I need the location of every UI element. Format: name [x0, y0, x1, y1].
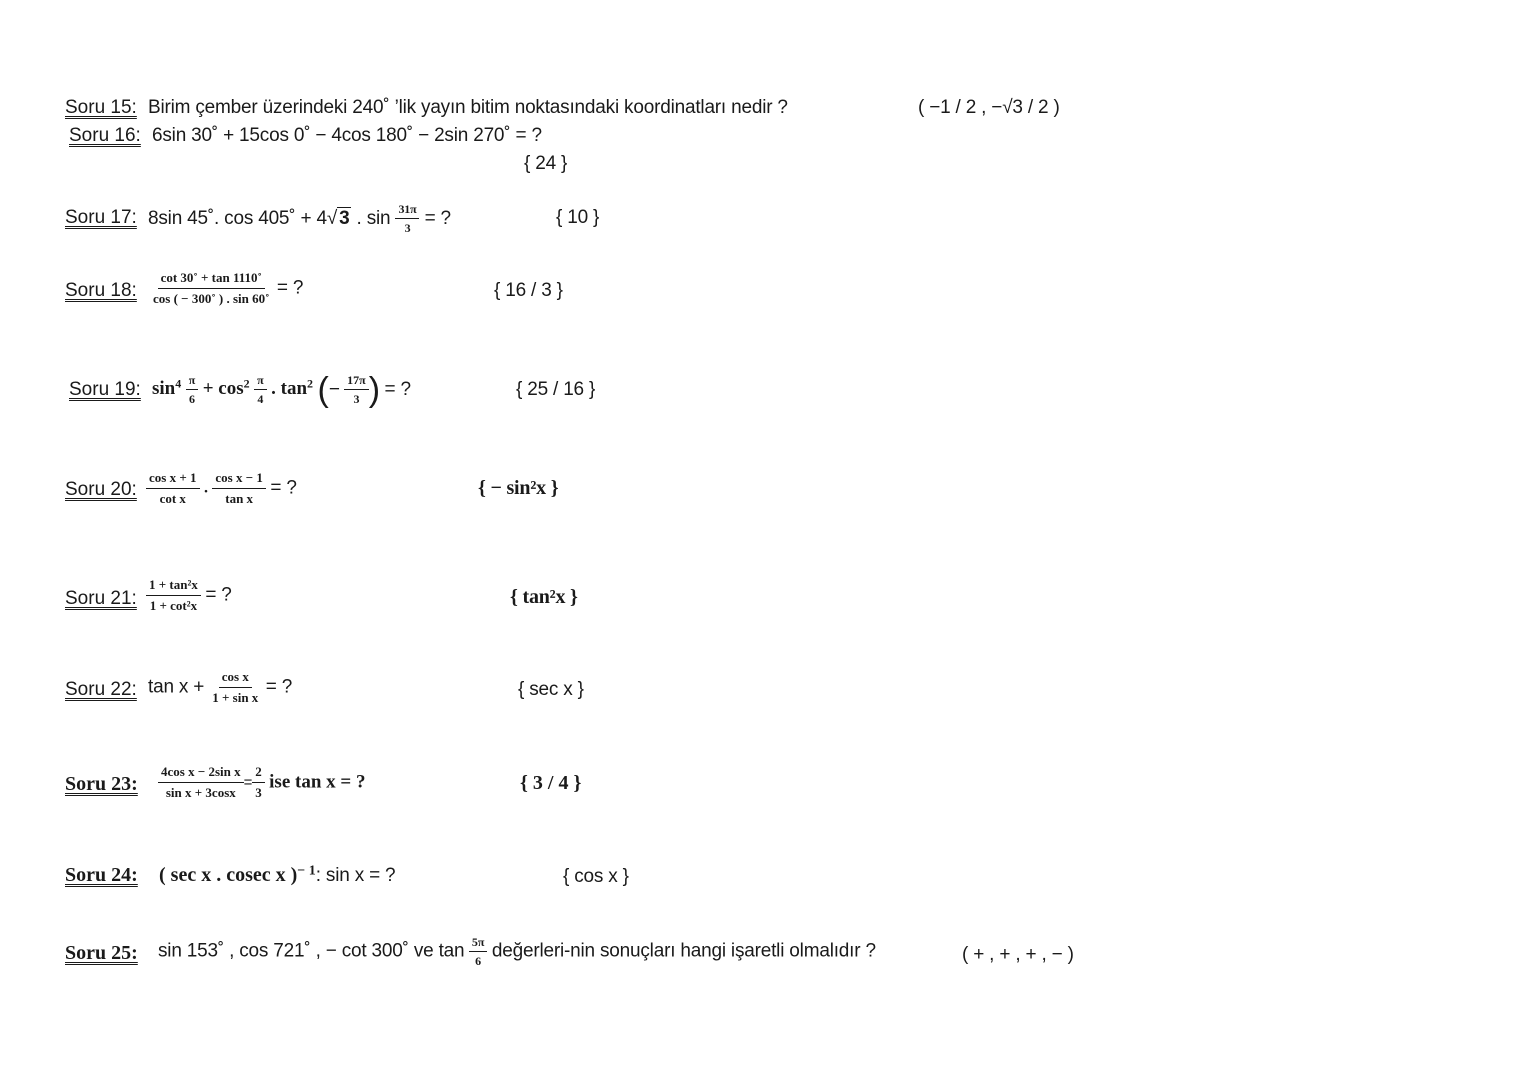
answer: { 24 } — [524, 153, 568, 174]
denominator: cot x — [159, 491, 186, 506]
denominator: 3 — [255, 785, 262, 800]
expression-part: : sin x = ? — [315, 865, 396, 886]
numerator: cos x − 1 — [212, 470, 266, 489]
denominator: 6 — [475, 954, 482, 968]
expression-part: 8sin 45˚. cos 405˚ + 4 — [148, 208, 327, 229]
denominator: cos ( − 300˚ ) . sin 60˚ — [153, 291, 270, 306]
question-label: Soru 18: — [65, 280, 137, 301]
numerator: π — [186, 373, 199, 390]
question-label: Soru 23: — [65, 773, 138, 795]
sqrt-icon: √ 3 — [326, 208, 350, 229]
minus-sign: − — [328, 378, 340, 400]
denominator: sin x + 3cosx — [165, 785, 236, 800]
question-text: 6sin 30˚ + 15cos 0˚ − 4cos 180˚ − 2sin 270˚ = ? — [152, 125, 542, 146]
fraction — [209, 669, 261, 706]
answer: { tan²x } — [510, 586, 578, 608]
expression-part: + cos — [202, 378, 244, 399]
question-text — [146, 577, 232, 614]
question-text — [146, 470, 297, 507]
expression-part: ( sec x . cosec x ) — [159, 864, 298, 886]
expression-part: . tan — [271, 378, 308, 399]
question-label: Soru 22: — [65, 679, 137, 700]
question-label: Soru 21: — [65, 588, 137, 609]
question-text — [148, 669, 292, 706]
expression-part: değerleri-nin sonuçları hangi işaretli olmalıdır ? — [491, 940, 876, 962]
question-text — [150, 270, 303, 307]
exponent: 4 — [175, 376, 182, 391]
answer: { − sin²x } — [478, 477, 559, 499]
expression-part: sin — [152, 378, 176, 399]
question-label: Soru 20: — [65, 479, 137, 500]
question-text: Birim çember üzerindeki 240˚ ’lik yayın bitim noktasındaki koordinatları nedir ? — [148, 97, 788, 118]
denominator: 1 + cot²x — [149, 598, 198, 613]
answer: { 25 / 16 } — [516, 379, 596, 400]
expression-part: = ? — [276, 277, 304, 299]
answer: ( −1 / 2 , −√3 / 2 ) — [918, 97, 1060, 118]
exponent: 2 — [243, 376, 250, 391]
expression-part: = ? — [270, 477, 297, 499]
numerator: cot 30˚ + tan 1110˚ — [158, 270, 265, 289]
answer: { sec x } — [518, 679, 584, 700]
expression-part: = ? — [424, 208, 451, 229]
expression-part: . sin — [351, 208, 396, 229]
question-text — [148, 199, 451, 239]
expression-part: tan x + — [148, 676, 210, 698]
numerator: 1 + tan²x — [146, 577, 201, 596]
question-text — [159, 864, 395, 887]
equals-sign: = — [243, 774, 253, 791]
question-label: Soru 15: — [65, 97, 137, 118]
left-paren-icon: ( — [317, 370, 329, 409]
question-text — [158, 764, 365, 801]
question-label: Soru 17: — [65, 207, 137, 228]
denominator: 3 — [353, 392, 360, 407]
numerator: 31π — [395, 202, 419, 219]
question-label: Soru 19: — [69, 379, 141, 400]
answer: { 10 } — [556, 207, 600, 228]
numerator: 5π — [469, 935, 488, 952]
denominator: 3 — [404, 221, 411, 236]
question-text — [152, 368, 411, 411]
fraction — [469, 935, 488, 968]
fraction — [212, 470, 266, 507]
expression-part: = ? — [205, 584, 232, 606]
numerator: cos x — [219, 669, 252, 688]
exponent: − 1 — [297, 863, 316, 879]
fraction — [146, 577, 201, 614]
fraction — [158, 764, 244, 801]
denominator: tan x — [225, 491, 254, 506]
expression-part: = ? — [384, 378, 411, 400]
expression-part: sin 153˚ , cos 721˚ , − cot 300˚ ve tan — [158, 940, 465, 962]
fraction — [395, 202, 419, 235]
answer: { cos x } — [563, 866, 629, 887]
fraction — [344, 373, 369, 406]
denominator: 4 — [257, 392, 264, 407]
fraction — [186, 373, 199, 406]
right-paren-icon: ) — [368, 370, 381, 409]
numerator: 17π — [344, 373, 369, 390]
question-label: Soru 16: — [69, 125, 141, 146]
fraction — [252, 764, 265, 801]
fraction — [146, 470, 200, 507]
denominator: 6 — [188, 392, 195, 407]
denominator: 1 + sin x — [212, 690, 259, 705]
question-label: Soru 24: — [65, 864, 138, 886]
expression-part: ise tan x = ? — [269, 771, 366, 793]
multiply-dot: . — [203, 479, 208, 497]
expression-part: = ? — [265, 676, 293, 698]
question-label: Soru 25: — [65, 942, 138, 964]
question-text — [158, 935, 876, 968]
numerator: 2 — [252, 764, 265, 783]
answer: ( + , + , + , − ) — [962, 944, 1074, 965]
answer: { 16 / 3 } — [494, 280, 563, 301]
answer: { 3 / 4 } — [520, 772, 582, 794]
exponent: 2 — [307, 376, 314, 391]
fraction — [150, 270, 272, 307]
numerator: π — [254, 373, 267, 390]
fraction — [254, 373, 267, 406]
radicand: 3 — [339, 208, 350, 229]
numerator: cos x + 1 — [146, 470, 200, 489]
numerator: 4cos x − 2sin x — [158, 764, 244, 783]
